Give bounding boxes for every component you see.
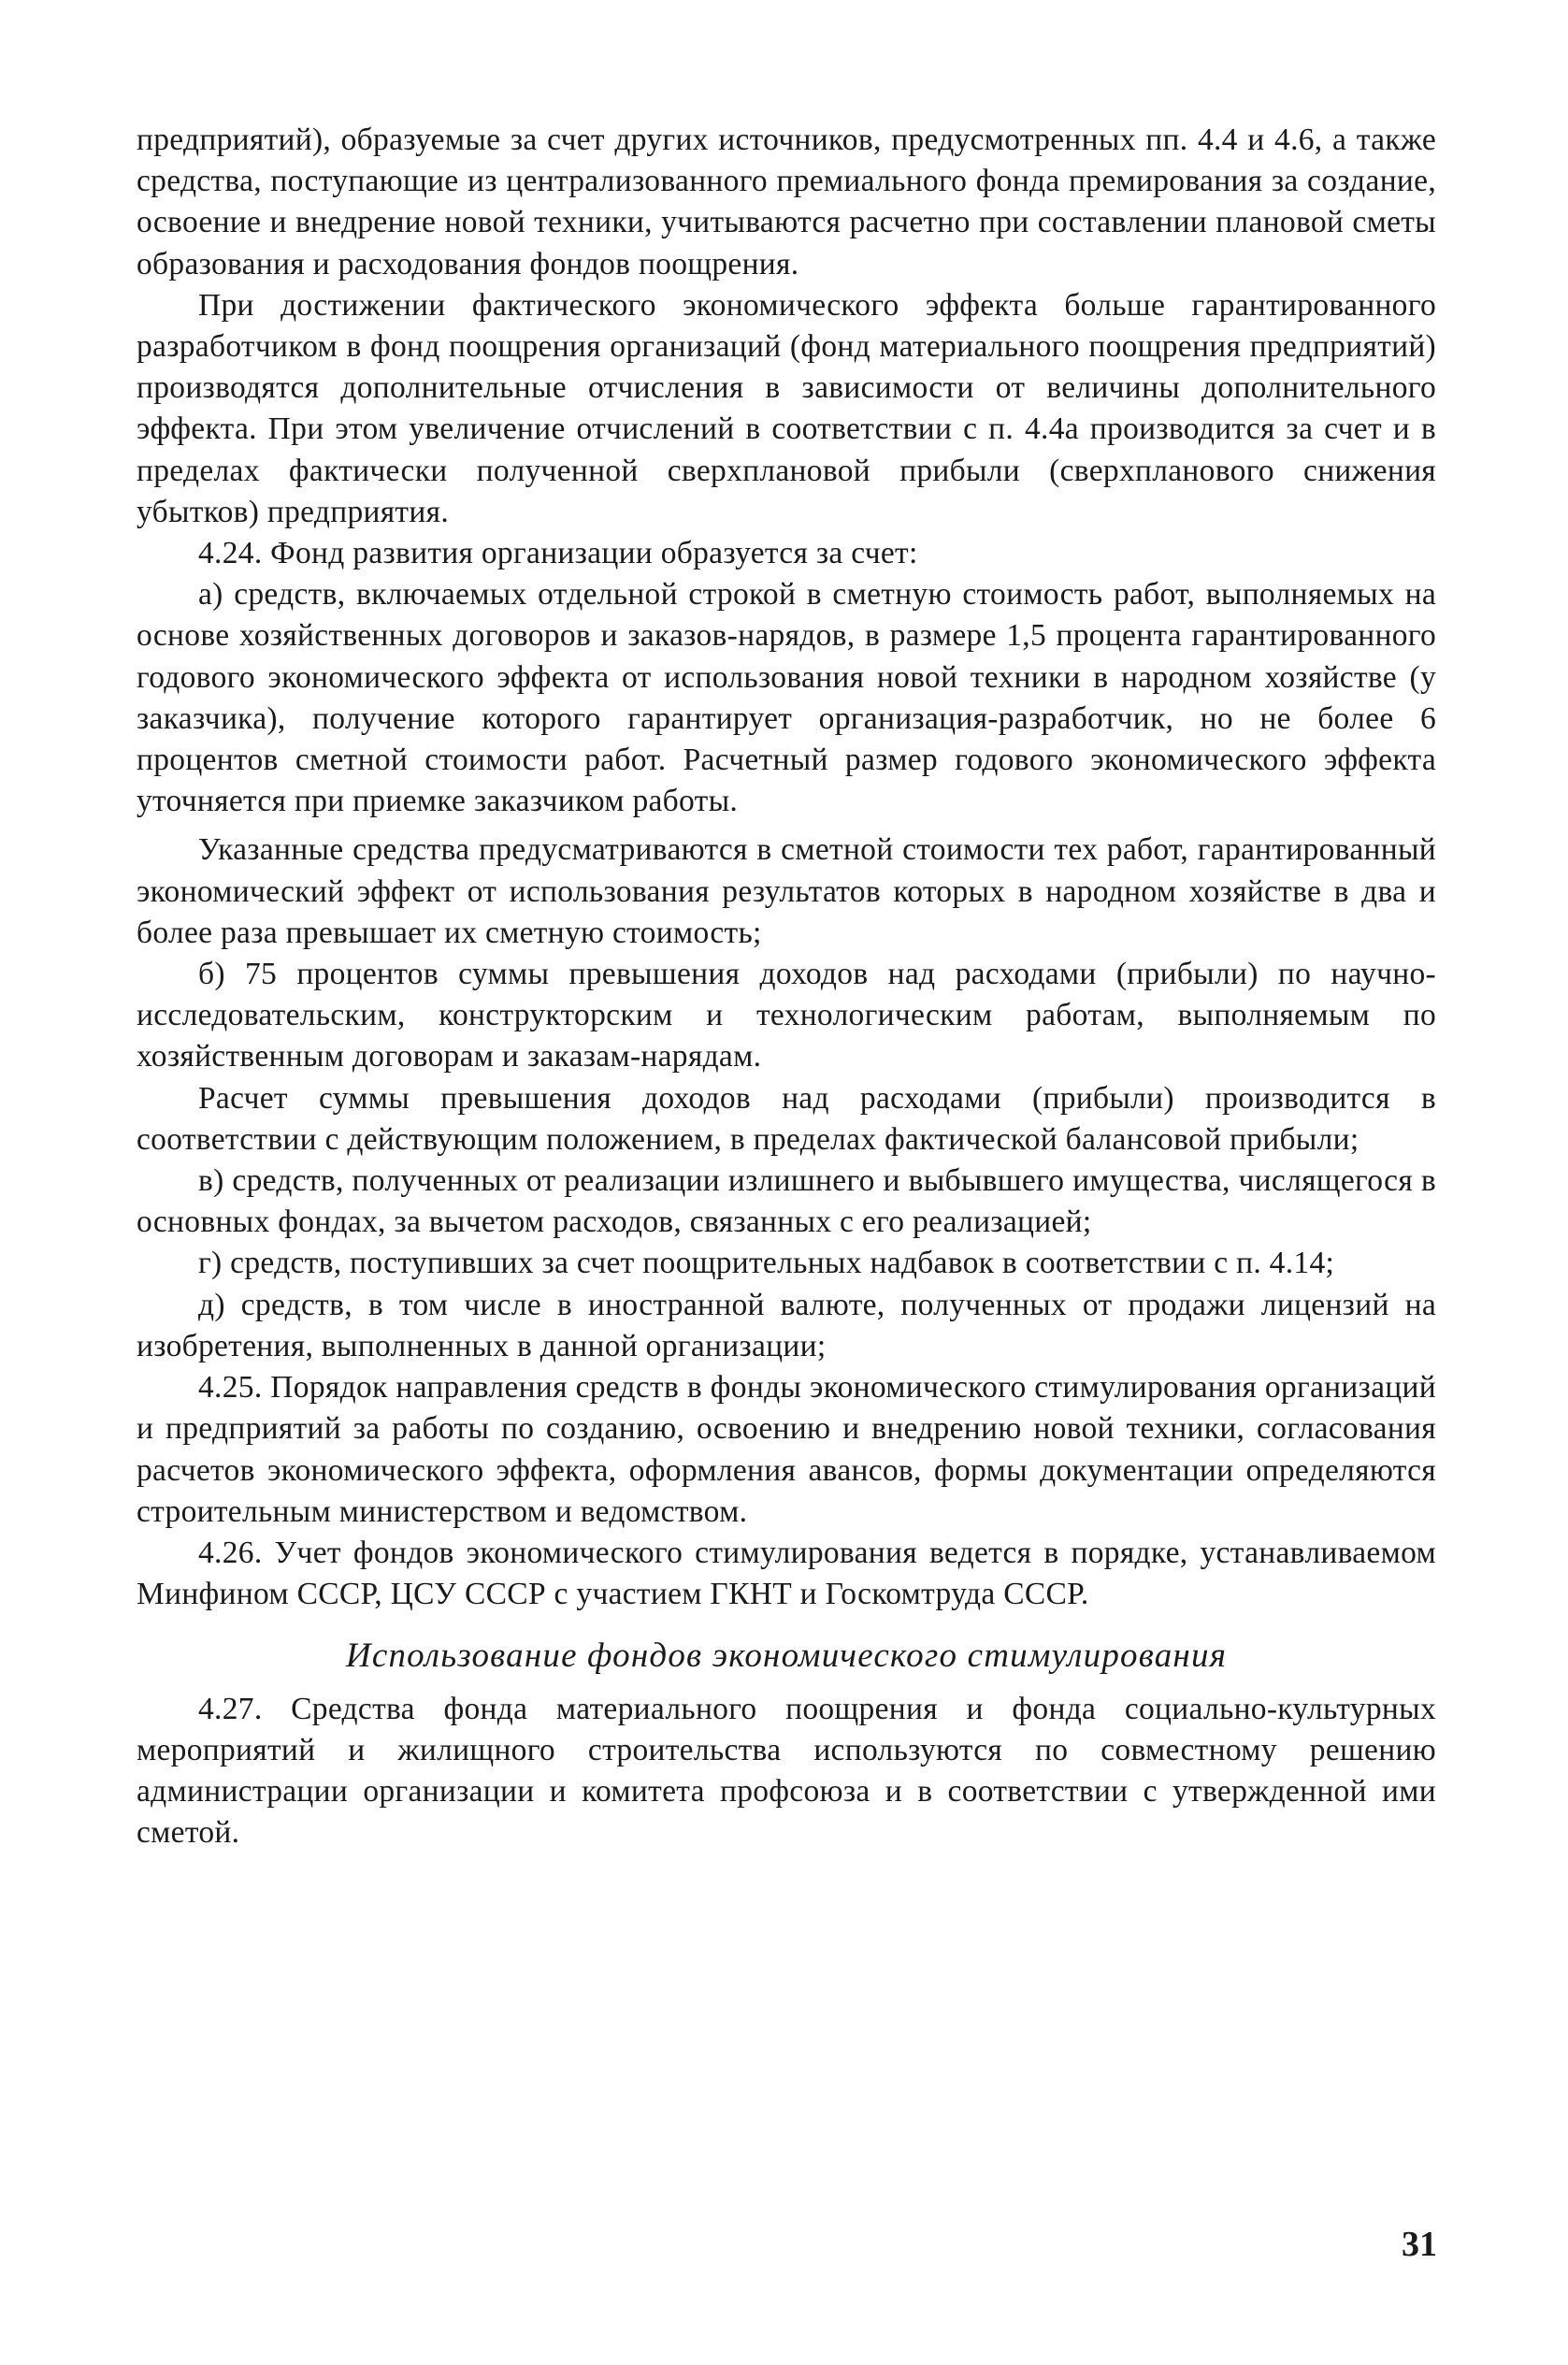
paragraph-item-b: б) 75 процентов суммы превышения доходов над расходами (прибыли) по научно-исследовательским, конструкторским и технологическим работам, выполняемым по хозяйственным договорам и заказам-нарядам.: [137, 957, 1436, 1074]
paragraph-4-24: 4.24. Фонд развития организации образуется за счет:: [198, 536, 918, 571]
document-body: [137, 120, 1436, 1853]
paragraph-continuation: предприятий), образуемые за счет других источников, предусмотренных пп. 4.4 и 4.6, а также средства, поступающие из централизованного премиального фонда премирования за создание, освоение и внедрение новой техники, учитываются расчетно при составлении плановой сметы образования и расходования фондов поощрения.: [137, 123, 1436, 281]
paragraph-item-a: а) средств, включаемых отдельной строкой в сметную стоимость работ, выполняемых на основе хозяйственных договоров и заказов-нарядов, в размере 1,5 процента гарантированного годового экономического эффекта от использования новой техники в народном хозяйстве (у заказчика), получение которого гарантирует организация-разработчик, но не более 6 процентов сметной стоимости работ. Расчетный размер годового экономического эффекта уточняется при приемке заказчиком работы.: [137, 577, 1436, 819]
paragraph-item-d: д) средств, в том числе в иностранной валюте, полученных от продажи лицензий на изобретения, выполненных в данной организации;: [137, 1287, 1436, 1363]
paragraph-additional-deductions: При достижении фактического экономического эффекта больше гарантированного разработчиком в фонд поощрения организаций (фонд материального поощрения предприятий) производятся дополнительные отчисления в зависимости от величины дополнительного эффекта. При этом увеличение отчислений в соответствии с п. 4.4а производится за счет и в пределах фактически полученной сверхплановой прибыли (сверхпланового снижения убытков) предприятия.: [137, 287, 1436, 529]
page-number: 31: [1402, 2225, 1437, 2264]
paragraph-item-v: в) средств, полученных от реализации излишнего и выбывшего имущества, числящегося в основных фондах, за вычетом расходов, связанных с его реализацией;: [137, 1163, 1436, 1240]
paragraph-4-27: 4.27. Средства фонда материального поощрения и фонда социально-культурных мероприятий и жилищного строительства используются по совместному решению администрации организации и комитета профсоюза и в соответствии с утвержденной ими сметой.: [137, 1691, 1436, 1851]
paragraph-4-25: 4.25. Порядок направления средств в фонды экономического стимулирования организаций и предприятий за работы по созданию, освоению и внедрению новой техники, согласования расчетов экономического эффекта, оформления авансов, формы документации определяются строительным министерством и ведомством.: [137, 1370, 1436, 1529]
paragraph-profit-calculation: Расчет суммы превышения доходов над расходами (прибыли) производится в соответствии с действующим положением, в пределах фактической балансовой прибыли;: [137, 1080, 1436, 1157]
paragraph-4-26: 4.26. Учет фондов экономического стимулирования ведется в порядке, устанавливаемом Минфином СССР, ЦСУ СССР с участием ГКНТ и Госкомтруда СССР.: [137, 1535, 1436, 1612]
paragraph-specified-funds: Указанные средства предусматриваются в сметной стоимости тех работ, гарантированный экономический эффект от использования результатов которых в народном хозяйстве в два и более раза превышает их сметную стоимость;: [137, 832, 1436, 950]
section-heading: Использование фондов экономического стимулирования: [345, 1637, 1228, 1676]
paragraph-item-g: г) средств, поступивших за счет поощрительных надбавок в соответствии с п. 4.14;: [198, 1246, 1335, 1281]
